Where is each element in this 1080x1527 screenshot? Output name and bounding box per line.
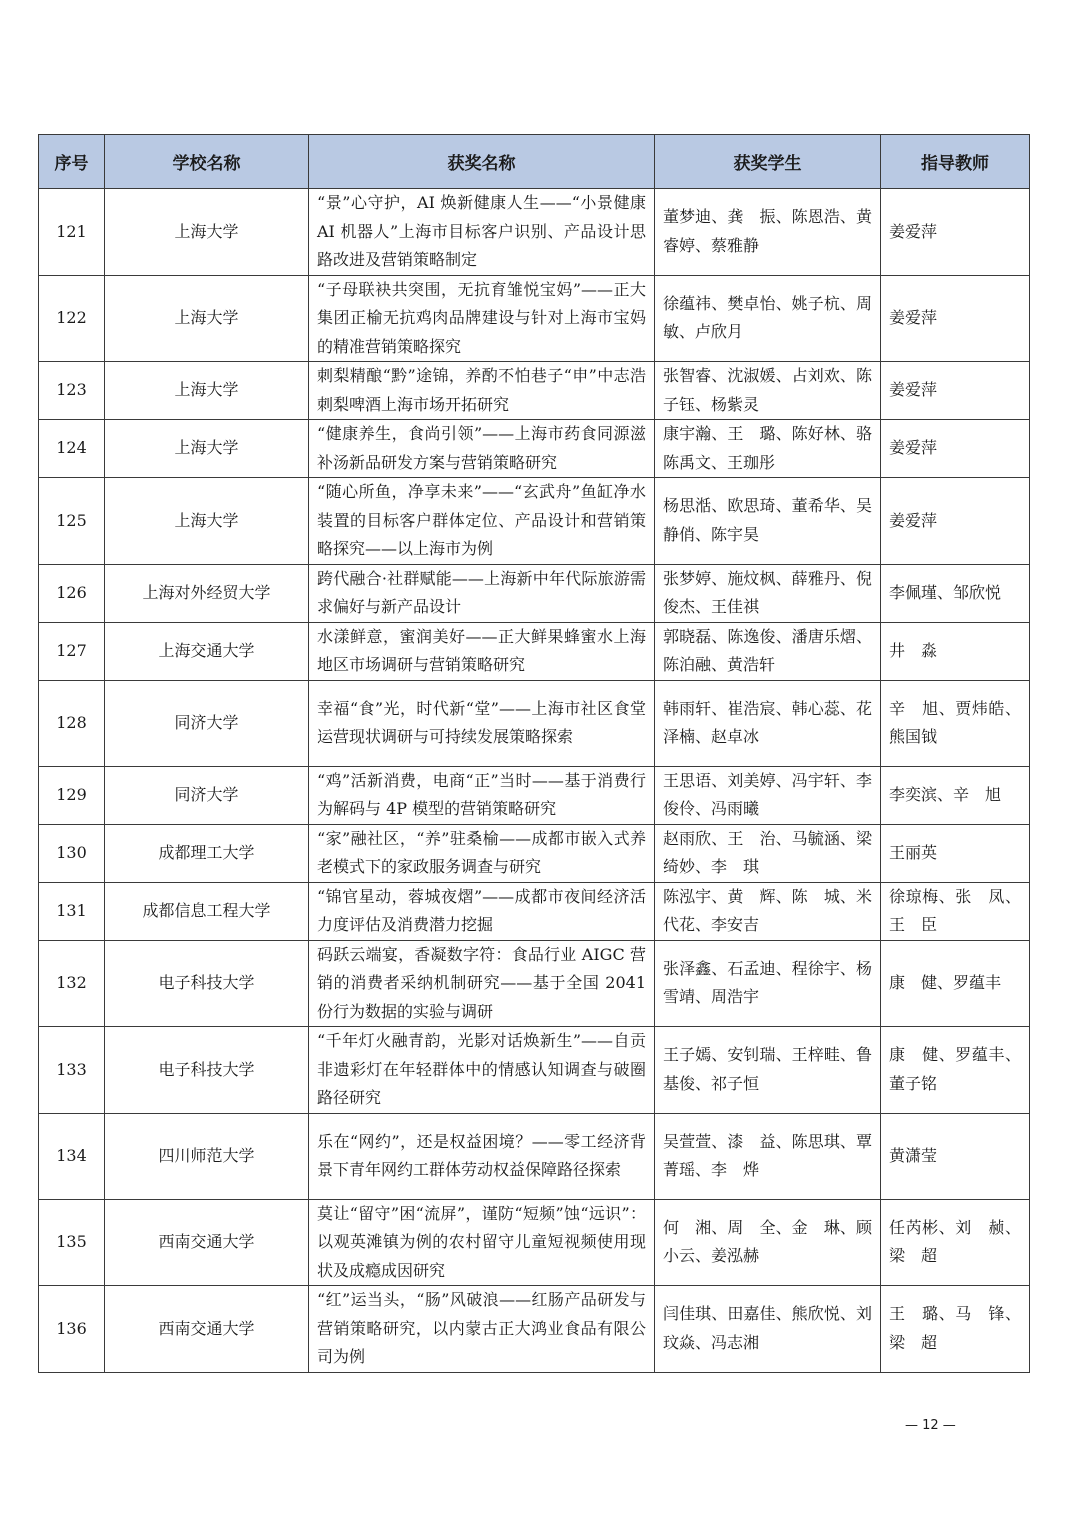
row-number: 124 (39, 420, 105, 478)
award-title: 码跃云端宴，香凝数字符：食品行业 AIGC 营销的消费者采纳机制研究——基于全国 2041 份行为数据的实验与调研 (309, 940, 655, 1027)
header-award-title: 获奖名称 (309, 135, 655, 189)
header-number: 序号 (39, 135, 105, 189)
award-title: 乐在“网约”，还是权益困境？——零工经济背景下青年网约工群体劳动权益保障路径探索 (309, 1113, 655, 1199)
row-number: 136 (39, 1286, 105, 1373)
table-header-row (39, 135, 1030, 189)
award-title: “健康养生，食尚引领”——上海市药食同源滋补汤新品研发方案与营销策略研究 (309, 420, 655, 478)
award-title: 跨代融合·社群赋能——上海新中年代际旅游需求偏好与新产品设计 (309, 564, 655, 622)
table-row (39, 478, 1030, 565)
row-number: 122 (39, 275, 105, 362)
advisor-teacher: 辛 旭、贾炜皓、熊国钺 (881, 680, 1030, 766)
award-students: 郭晓磊、陈逸俊、潘唐乐熠、陈泊融、黄浩轩 (655, 622, 881, 680)
row-number: 131 (39, 882, 105, 940)
school-name: 同济大学 (105, 766, 309, 824)
advisor-teacher: 王 璐、马 锋、梁 超 (881, 1286, 1030, 1373)
table-row (39, 940, 1030, 1027)
award-students: 陈泓宇、黄 辉、陈 城、米代花、李安吉 (655, 882, 881, 940)
advisor-teacher: 李佩瑾、邹欣悦 (881, 564, 1030, 622)
header-teacher: 指导教师 (881, 135, 1030, 189)
award-title: “千年灯火融青韵，光影对话焕新生”——自贡非遗彩灯在年轻群体中的情感认知调查与破圈路径研究 (309, 1027, 655, 1114)
school-name: 成都理工大学 (105, 824, 309, 882)
table-body (39, 189, 1030, 1373)
award-title: “家”融社区，“养”驻桑榆——成都市嵌入式养老模式下的家政服务调查与研究 (309, 824, 655, 882)
school-name: 电子科技大学 (105, 940, 309, 1027)
table-row (39, 564, 1030, 622)
school-name: 上海大学 (105, 478, 309, 565)
award-students: 张梦婷、施炆枫、薛雅丹、倪俊杰、王佳祺 (655, 564, 881, 622)
table-row (39, 420, 1030, 478)
school-name: 上海交通大学 (105, 622, 309, 680)
award-title: “景”心守护，AI 焕新健康人生——“小景健康 AI 机器人”上海市目标客户识别、产品设计思路改进及营销策略制定 (309, 189, 655, 276)
school-name: 成都信息工程大学 (105, 882, 309, 940)
row-number: 125 (39, 478, 105, 565)
row-number: 135 (39, 1199, 105, 1286)
award-students: 董梦迪、龚 振、陈恩浩、黄睿婷、蔡雅静 (655, 189, 881, 276)
row-number: 128 (39, 680, 105, 766)
school-name: 同济大学 (105, 680, 309, 766)
advisor-teacher: 康 健、罗蕴丰 (881, 940, 1030, 1027)
table-row (39, 1113, 1030, 1199)
award-students: 何 湘、周 全、金 琳、顾小云、姜泓赫 (655, 1199, 881, 1286)
advisor-teacher: 姜爱萍 (881, 189, 1030, 276)
award-title: “子母联袂共突围，无抗育雏悦宝妈”——正大集团正榆无抗鸡肉品牌建设与针对上海市宝妈的精准营销策略探究 (309, 275, 655, 362)
awards-table (38, 134, 1030, 1373)
award-title: 莫让“留守”困“流屏”，谨防“短频”蚀“远识”：以观英滩镇为例的农村留守儿童短视频使用现状及成瘾成因研究 (309, 1199, 655, 1286)
advisor-teacher: 黄潇莹 (881, 1113, 1030, 1199)
advisor-teacher: 姜爱萍 (881, 420, 1030, 478)
row-number: 130 (39, 824, 105, 882)
award-students: 张泽鑫、石孟迪、程徐宇、杨雪靖、周浩宇 (655, 940, 881, 1027)
award-students: 闫佳琪、田嘉佳、熊欣悦、刘玟焱、冯志湘 (655, 1286, 881, 1373)
table-row (39, 1199, 1030, 1286)
award-title: 幸福“食”光，时代新“堂”——上海市社区食堂运营现状调研与可持续发展策略探索 (309, 680, 655, 766)
row-number: 129 (39, 766, 105, 824)
school-name: 上海对外经贸大学 (105, 564, 309, 622)
row-number: 134 (39, 1113, 105, 1199)
advisor-teacher: 李奕滨、辛 旭 (881, 766, 1030, 824)
table-row (39, 766, 1030, 824)
table-row (39, 1027, 1030, 1114)
row-number: 133 (39, 1027, 105, 1114)
row-number: 123 (39, 362, 105, 420)
award-title: 水漾鲜意，蜜润美好——正大鲜果蜂蜜水上海地区市场调研与营销策略研究 (309, 622, 655, 680)
advisor-teacher: 徐琼梅、张 凤、王 臣 (881, 882, 1030, 940)
award-students: 康宇瀚、王 璐、陈好林、骆陈禹文、王珈彤 (655, 420, 881, 478)
award-students: 徐蕴祎、樊卓怡、姚子杭、周 敏、卢欣月 (655, 275, 881, 362)
row-number: 132 (39, 940, 105, 1027)
award-students: 王思语、刘美婷、冯宇轩、李俊伶、冯雨曦 (655, 766, 881, 824)
award-title: 刺梨精酿“黔”途锦，养酌不怕巷子“申”中志浩刺梨啤酒上海市场开拓研究 (309, 362, 655, 420)
advisor-teacher: 任芮彬、刘 赪、梁 超 (881, 1199, 1030, 1286)
table-row (39, 362, 1030, 420)
award-students: 韩雨轩、崔浩宸、韩心蕊、花泽楠、赵卓冰 (655, 680, 881, 766)
advisor-teacher: 姜爱萍 (881, 275, 1030, 362)
row-number: 126 (39, 564, 105, 622)
table-row (39, 189, 1030, 276)
award-students: 杨思湉、欧思琦、董希华、吴静俏、陈宇昊 (655, 478, 881, 565)
school-name: 西南交通大学 (105, 1199, 309, 1286)
award-title: “鸡”活新消费，电商“正”当时——基于消费行为解码与 4P 模型的营销策略研究 (309, 766, 655, 824)
table-row (39, 275, 1030, 362)
award-title: “锦官星动，蓉城夜熠”——成都市夜间经济活力度评估及消费潜力挖掘 (309, 882, 655, 940)
row-number: 121 (39, 189, 105, 276)
school-name: 上海大学 (105, 362, 309, 420)
header-students: 获奖学生 (655, 135, 881, 189)
table-row (39, 1286, 1030, 1373)
award-students: 王子嫣、安钊瑞、王梓畦、鲁基俊、祁子恒 (655, 1027, 881, 1114)
table-row (39, 824, 1030, 882)
award-title: “红”运当头，“肠”风破浪——红肠产品研发与营销策略研究，以内蒙古正大鸿业食品有限公司为例 (309, 1286, 655, 1373)
award-students: 赵雨欣、王 治、马毓涵、梁绮妙、李 琪 (655, 824, 881, 882)
advisor-teacher: 姜爱萍 (881, 362, 1030, 420)
advisor-teacher: 姜爱萍 (881, 478, 1030, 565)
table-row (39, 882, 1030, 940)
school-name: 上海大学 (105, 420, 309, 478)
page-number: — 12 — (905, 1418, 956, 1433)
award-students: 张智睿、沈淑媛、占刘欢、陈子钰、杨紫灵 (655, 362, 881, 420)
school-name: 上海大学 (105, 189, 309, 276)
table-row (39, 622, 1030, 680)
advisor-teacher: 井 淼 (881, 622, 1030, 680)
advisor-teacher: 王丽英 (881, 824, 1030, 882)
school-name: 西南交通大学 (105, 1286, 309, 1373)
school-name: 四川师范大学 (105, 1113, 309, 1199)
table-row (39, 680, 1030, 766)
school-name: 电子科技大学 (105, 1027, 309, 1114)
award-title: “随心所鱼，净享未来”——“玄武舟”鱼缸净水装置的目标客户群体定位、产品设计和营销策略探究——以上海市为例 (309, 478, 655, 565)
row-number: 127 (39, 622, 105, 680)
school-name: 上海大学 (105, 275, 309, 362)
advisor-teacher: 康 健、罗蕴丰、董子铭 (881, 1027, 1030, 1114)
header-school: 学校名称 (105, 135, 309, 189)
award-students: 吴萱萱、漆 益、陈思琪、覃菁瑶、李 烨 (655, 1113, 881, 1199)
